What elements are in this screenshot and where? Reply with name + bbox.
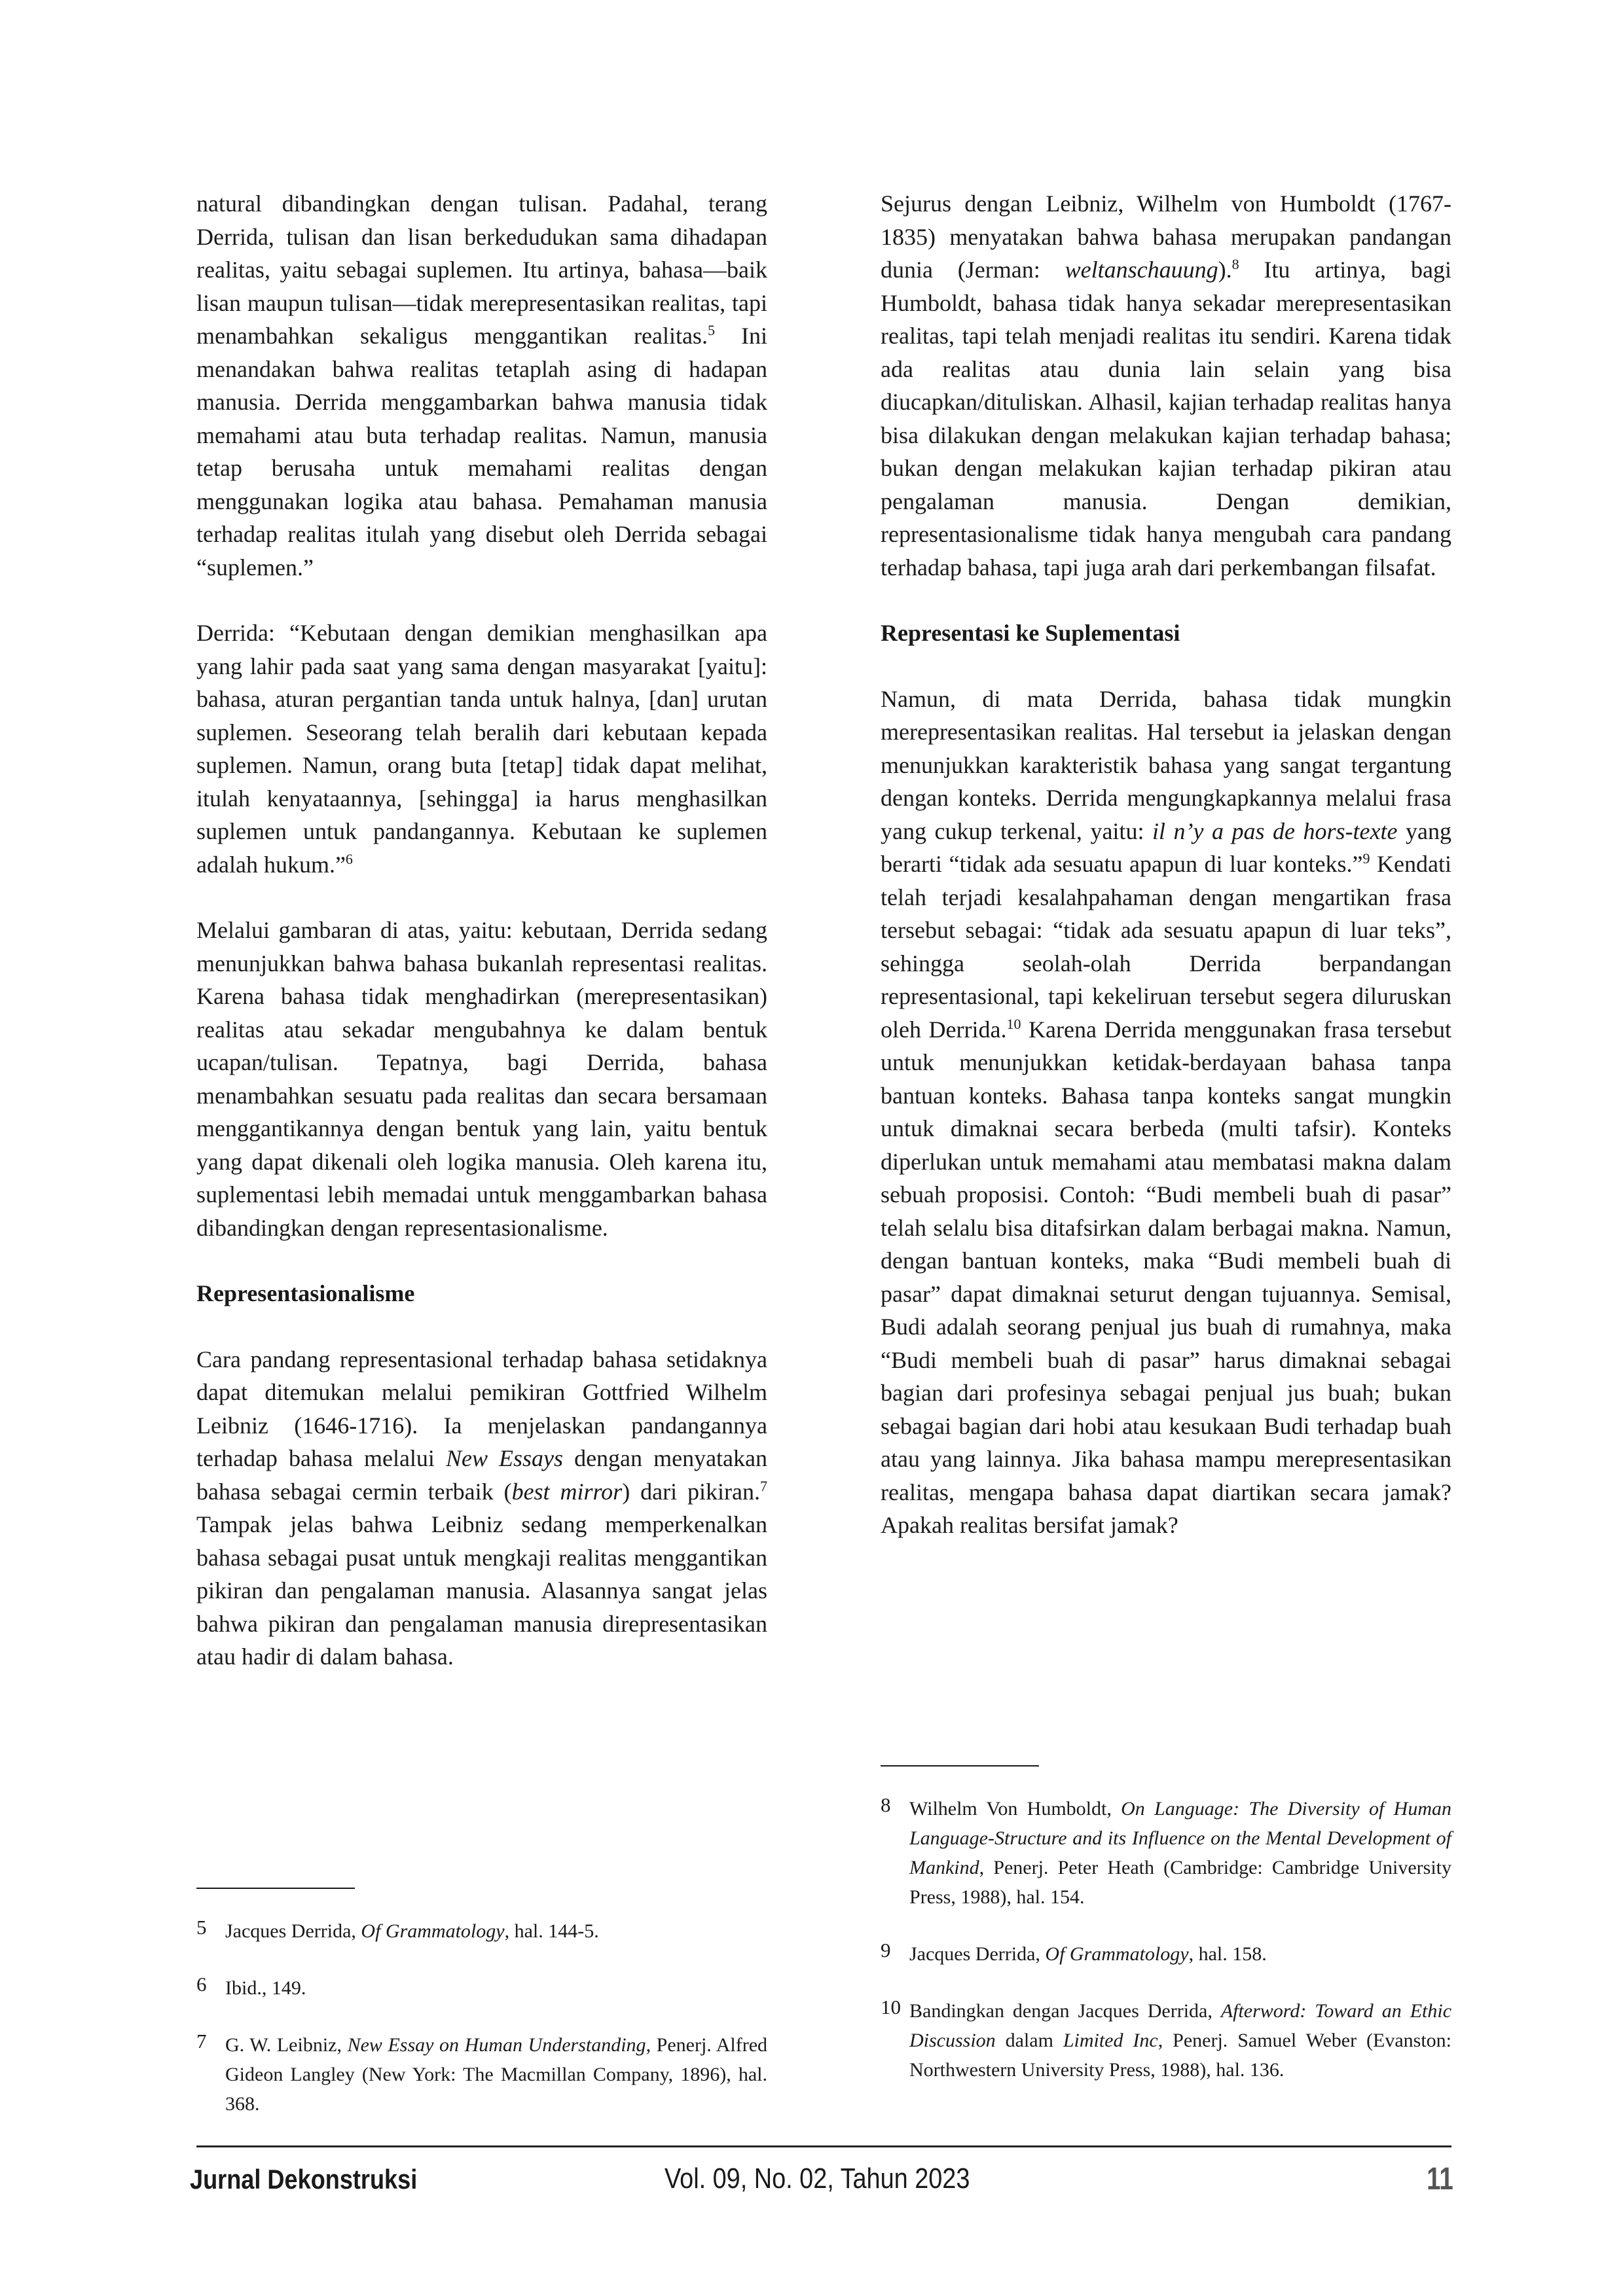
footnote-ref: 9 <box>1362 850 1370 867</box>
footnote-number: 10 <box>881 1996 901 2018</box>
footnotes-left <box>196 1888 767 2119</box>
section-heading: Representasionalisme <box>196 1280 415 1306</box>
paragraph: Cara pandang representasional terhadap bahasa setidaknya dapat ditemukan melalui pemikiran Gottfried Wilhelm Leibniz (1646-1716). Ia menjelaskan pandangannya terhadap bahasa melalui New Essays dengan menyatakan bahasa sebagai cermin terbaik (best mirror) dari pikiran.$^7$ Tampak jelas bahwa Leibniz sedang memperkenalkan bahasa sebagai pusat untuk mengkaji realitas menggantikan pikiran dan pengalaman manusia. Alasannya sangat jelas bahwa pikiran dan pengalaman manusia direpresentasikan atau hadir di dalam bahasa. <box>196 1346 768 1670</box>
right-column <box>881 187 1451 1542</box>
footnote-ref: 5 <box>707 322 715 338</box>
left-column <box>196 187 767 1674</box>
section-heading: Representasi ke Suplementasi <box>881 620 1180 646</box>
footnote-number: 9 <box>881 1939 891 1962</box>
footnote-divider <box>881 1765 1039 1767</box>
footnote-text: Wilhelm Von Humboldt, On Language: The Diversity of Human Language-Structure and its Influence on the Mental Development of Mankind, Penerj. Peter Heath (Cambridge: Cambridge University Press, 1988), hal. 154. <box>909 1798 1451 1908</box>
italic-text: Of Grammatology <box>361 1920 505 1942</box>
italic-text: best mirror <box>511 1478 623 1505</box>
paragraph: Melalui gambaran di atas, yaitu: kebutaan, Derrida sedang menunjukkan bahwa bahasa bukanlah representasi realitas. Karena bahasa tidak menghadirkan (merepresentasikan) realitas atau sekadar mengubahnya ke dalam bentuk ucapan/tulisan. Tepatnya, bagi Derrida, bahasa menambahkan sesuatu pada realitas dan secara bersamaan menggantikannya dengan bentuk yang lain, yaitu bentuk yang dapat dikenali oleh logika manusia. Oleh karena itu, suplementasi lebih memadai untuk menggambarkan bahasa dibandingkan dengan representasionalisme. <box>196 917 767 1241</box>
footnote <box>881 1794 1451 1912</box>
footnote-text: G. W. Leibniz, New Essay on Human Understanding, Penerj. Alfred Gideon Langley (New York: The Macmillan Company, 1896), hal. 368. <box>225 2034 768 2115</box>
volume-info: Vol. 09, No. 02, Tahun 2023 <box>665 2162 970 2195</box>
footnotes-right <box>881 1765 1451 2085</box>
italic-text: Limited Inc <box>1063 2030 1158 2051</box>
footnote-text: Jacques Derrida, Of Grammatology, hal. 158. <box>909 1943 1267 1965</box>
paragraph: Sejurus dengan Leibniz, Wilhelm von Humboldt (1767-1835) menyatakan bahwa bahasa merupakan pandangan dunia (Jerman: weltanschauung).$^8$ Itu artinya, bagi Humboldt, bahasa tidak hanya sekadar merepresentasikan realitas, tapi telah menjadi realitas itu sendiri. Karena tidak ada realitas atau dunia lain selain yang bisa diucapkan/dituliskan. Alhasil, kajian terhadap realitas hanya bisa dilakukan dengan melakukan kajian terhadap bahasa; bukan dengan melakukan kajian terhadap pikiran atau pengalaman manusia. Dengan demikian, representasionalisme tidak hanya mengubah cara pandang terhadap bahasa, tapi juga arah dari perkembangan filsafat. <box>881 190 1451 581</box>
footnote-text: Ibid., 149. <box>225 1977 306 1999</box>
footnote-divider <box>196 1888 355 1889</box>
footnote-number: 6 <box>196 1973 207 1996</box>
footnote <box>196 1916 767 1946</box>
footer-divider <box>196 2145 1451 2147</box>
footnote <box>881 1939 1451 1969</box>
italic-text: On Language: The Diversity of Human Language-Structure and its Influence on the Mental Development of Mankind <box>909 1798 1451 1878</box>
footnote-ref: 10 <box>1006 1015 1021 1032</box>
footnote <box>881 1996 1451 2085</box>
footnote <box>196 1973 767 2003</box>
quote-paragraph: Derrida: “Kebutaan dengan demikian menghasilkan apa yang lahir pada saat yang sama dengan masyarakat [yaitu]: bahasa, aturan pergantian tanda untuk halnya, [dan] urutan suplemen. Seseorang telah beralih dari kebutaan kepada suplemen. Namun, orang buta [tetap] tidak dapat melihat, itulah kenyataannya, [sehingga] ia harus menghasilkan suplemen untuk pandangannya. Kebutaan ke suplemen adalah hukum.”$^6$ <box>196 620 767 878</box>
paragraph: Namun, di mata Derrida, bahasa tidak mungkin merepresentasikan realitas. Hal tersebut ia jelaskan dengan menunjukkan karakteristik bahasa yang sangat tergantung dengan konteks. Derrida mengungkapkannya melalui frasa yang cukup terkenal, yaitu: il n’y a pas de hors-texte yang berarti “tidak ada sesuatu apapun di luar konteks.”$^9$ Kendati telah terjadi kesalahpahaman dengan mengartikan frasa tersebut sebagai: “tidak ada sesuatu apapun di luar teks”, sehingga seolah-olah Derrida berpandangan representasional, tapi kekeliruan tersebut segera diluruskan oleh Derrida.$^{10}$ Karena Derrida menggunakan frasa tersebut untuk menunjukkan ketidak-berdayaan bahasa tanpa bantuan konteks. Bahasa tanpa konteks sangat mungkin untuk dimaknai secara berbeda (multi tafsir). Konteks diperlukan untuk memahami atau membatasi makna dalam sebuah proposisi. Contoh: “Budi membeli buah di pasar” telah selalu bisa ditafsirkan dalam berbagai makna. Namun, dengan bantuan konteks, maka “Budi membeli buah di pasar” dapat dimaknai seturut dengan tujuannya. Semisal, Budi adalah seorang penjual jus buah di rumahnya, maka “Budi membeli buah di pasar” harus dimaknai sebagai bagian dari profesinya sebagai penjual jus buah; bukan sebagai bagian dari hobi atau kesukaan Budi terhadap buah atau yang lainnya. Jika bahasa mampu merepresentasikan realitas, mengapa bahasa dapat diartikan secara jamak? Apakah realitas bersifat jamak? <box>881 685 1452 1538</box>
italic-text: New Essay on Human Understanding <box>347 2034 646 2056</box>
italic-text: New Essays <box>445 1445 564 1471</box>
footnote-number: 7 <box>196 2030 207 2053</box>
footnote-ref: 6 <box>345 850 353 867</box>
footnote-number: 5 <box>196 1916 207 1939</box>
italic-text: weltanschauung <box>1065 257 1218 283</box>
page-number: 11 <box>1427 2162 1453 2197</box>
footnote-number: 8 <box>881 1793 891 1816</box>
footnote-text: Jacques Derrida, Of Grammatology, hal. 144-5. <box>225 1920 599 1942</box>
italic-text: Afterword: Toward an Ethic Discussion <box>909 2000 1452 2051</box>
footnote-text: Bandingkan dengan Jacques Derrida, Afterword: Toward an Ethic Discussion dalam Limited Inc, Penerj. Samuel Weber (Evanston: Northwestern University Press, 1988), hal. 136. <box>909 2000 1452 2081</box>
italic-text: il n’y a pas de hors-texte <box>1152 817 1398 844</box>
footnote-ref: 8 <box>1231 256 1239 272</box>
italic-text: Of Grammatology <box>1045 1943 1189 1965</box>
footnote-ref: 7 <box>760 1477 768 1494</box>
paragraph: natural dibandingkan dengan tulisan. Padahal, terang Derrida, tulisan dan lisan berkedudukan sama dihadapan realitas, yaitu sebagai suplemen. Itu artinya, bahasa—baik lisan maupun tulisan—tidak merepresentasikan realitas, tapi menambahkan sekaligus menggantikan realitas.$^5$ Ini menandakan bahwa realitas tetaplah asing di hadapan manusia. Derrida menggambarkan bahwa manusia tidak memahami atau buta terhadap realitas. Namun, manusia tetap berusaha untuk memahami realitas dengan menggunakan logika atau bahasa. Pemahaman manusia terhadap realitas itulah yang disebut oleh Derrida sebagai “suplemen.” <box>196 190 767 581</box>
journal-name: Jurnal Dekonstruksi <box>190 2164 418 2195</box>
footnote <box>196 2030 767 2119</box>
page-footer <box>190 2160 1453 2206</box>
